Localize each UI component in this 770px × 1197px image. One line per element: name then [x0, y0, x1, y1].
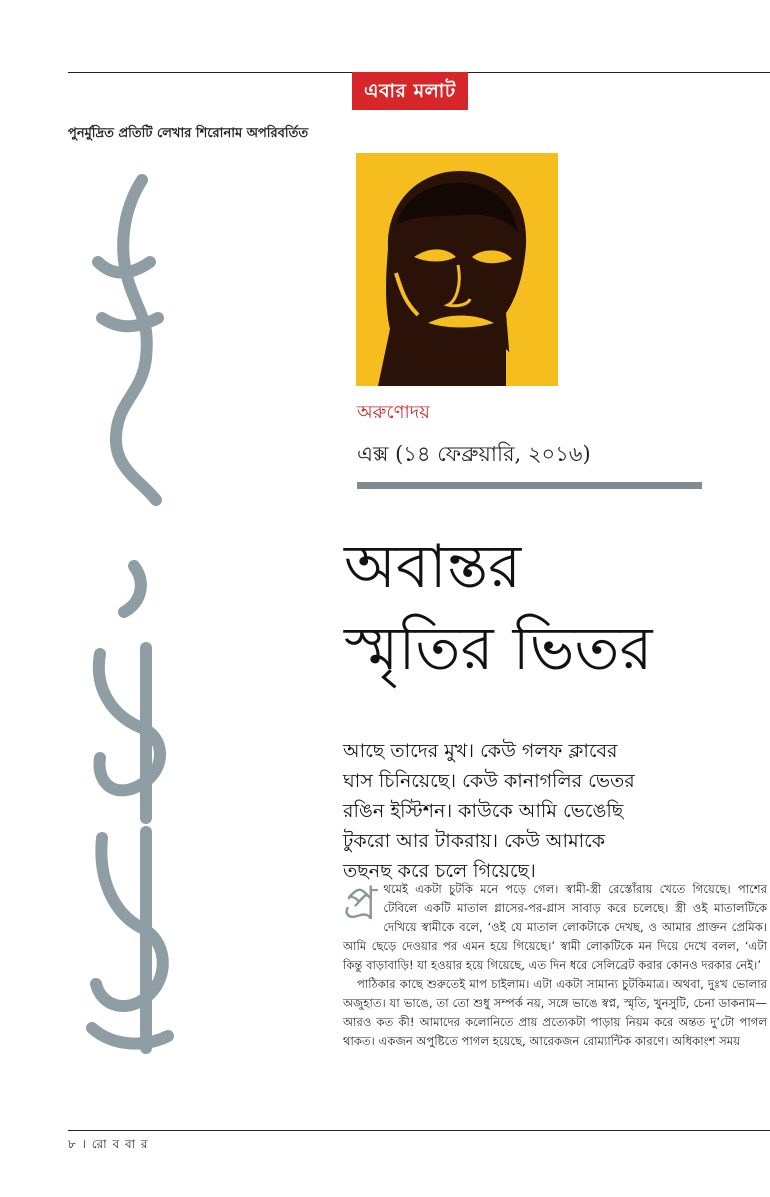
author-portrait [356, 153, 558, 386]
reprint-note: পুনর্মুদ্রিত প্রতিটি লেখার শিরোনাম অপরিবর্তিত [68, 126, 309, 141]
article-body [343, 876, 767, 1051]
body-paragraph-1 [343, 876, 767, 975]
headline-line-2: স্মৃতির ভিতর [344, 614, 653, 684]
lede [343, 736, 753, 886]
portrait-illustration [356, 153, 558, 386]
lede-line: আছে তাদের মুখ। কেউ গলফ ক্লাবের [343, 740, 618, 762]
source-line: এক্স (১৪ ফেব্রুয়ারি, ২০১৬) [357, 442, 591, 466]
body-paragraph-2: পাঠিকার কাছে শুরুতেই মাপ চাইলাম। এটা একটা সামান্য চুটকিমাত্র। অথবা, দুঃখ ভোলার অজুহাত। যা ভাঙে, তা তো শুধু সম্পর্ক নয়, সঙ্গে ভাঙে স্বপ্ন, স্মৃতি, খুনসুটি, চেনা ডাকনাম— আরও কত কী! আমাদের কলোনিতে প্রায় প্রত্যেকটা পাড়ায় নিয়ম করে অন্তত দু’টো পাগল থাকত। একজন অপুষ্টিতে পাগল হয়েছে, আরেকজন রোম্যান্টিক কারণে। অধিকাংশ সময় [343, 977, 767, 1048]
page-folio: ৮ । রো ব বা র [68, 1137, 149, 1151]
headline-line-1: অবান্তর [344, 532, 522, 602]
drop-cap: প্র [343, 876, 378, 930]
author-signature [72, 168, 184, 1068]
author-kicker: অরুণোদয় [357, 402, 430, 423]
section-tag: এবার মলাট [352, 72, 468, 110]
lede-line: ঘাস চিনিয়েছে। কেউ কানাগলির ভেতর [343, 770, 635, 792]
divider-bar [357, 482, 702, 489]
paragraph-text: থমেই একটা চুটকি মনে পড়ে গেল। স্বামী-স্ত্রী রেস্তোঁরায় খেতে গিয়েছে। পাশের টেবিলে একটি মাতাল গ্লাসের-পর-গ্লাস সাবাড় করে চলেছে। স্ত্রী ওই মাতালটিকে দেখিয়ে স্বামীকে বলে, ‘ওই যে মাতাল লোকটাকে দেখছ, ও আমার প্রাক্তন প্রেমিক। আমি ছেড়ে দেওয়ার পর এমন হয়ে গিয়েছে।’ স্বামী লোকটিকে মন দিয়ে দেখে বলল, ‘এটা কিন্তু বাড়াবাড়ি! যা হওয়ার হয়ে গিয়েছে, এত দিন ধরে সেলিব্রেট করার কোনও দরকার নেই।’ [343, 882, 767, 972]
lede-line: টুকরো আর টাকরায়। কেউ আমাকে [343, 830, 606, 852]
lede-line: তছনছ করে চলে গিয়েছে। [343, 860, 536, 882]
article-headline [344, 526, 764, 690]
bottom-rule [68, 1130, 770, 1131]
lede-line: রঙিন ইস্টিশন। কাউকে আমি ভেঙেছি [343, 800, 624, 822]
